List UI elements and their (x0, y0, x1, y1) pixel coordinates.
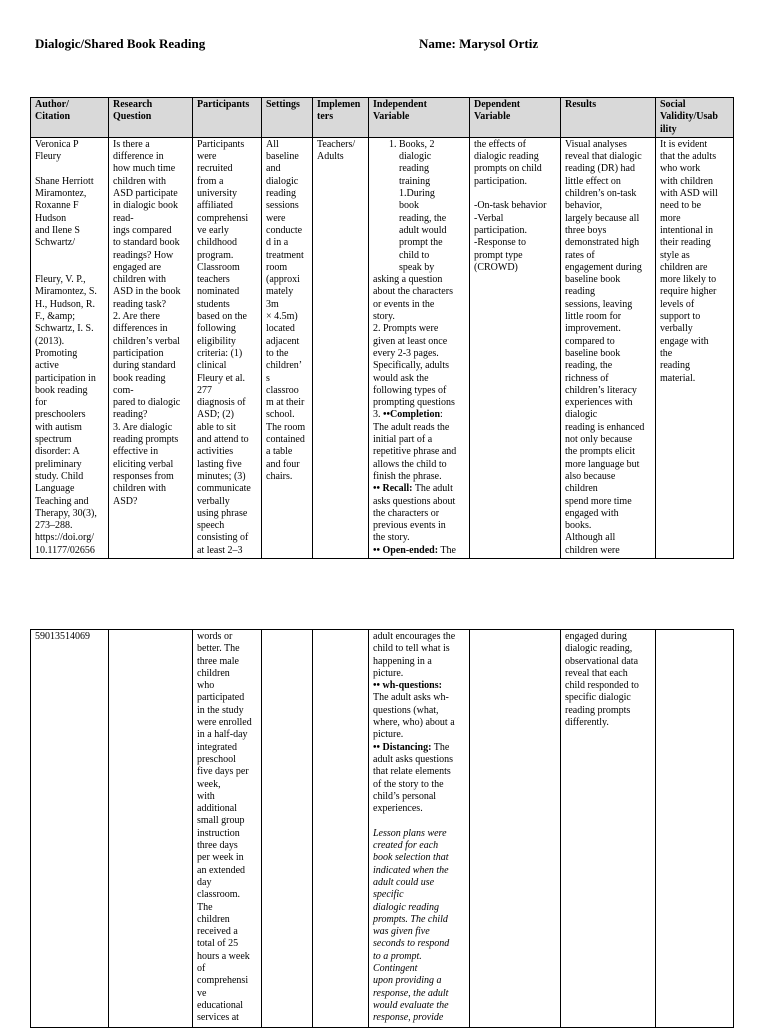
iv-wh-questions-label: •• wh-questions: (373, 680, 442, 692)
iv-lesson-plans-text: Lesson plans were created for each book selection that indicated when the adult could use specific dialogic reading prompts. The child was given five seconds to respond to a prompt. Contingent upon providing a response, the adult would evaluate the response, provide (373, 827, 450, 1024)
student-name: Name: Marysol Ortiz (419, 36, 539, 51)
cell-results: engaged during dialogic reading, observational data reveal that each child responded to specific dialogic reading prompts differently. (561, 630, 656, 1028)
table-row (31, 630, 734, 1028)
header-research-question: Research Question (109, 98, 193, 138)
iv-list-item: 1. Books, 2 dialogic reading training 1.During book reading, the adult would prompt the child to speak by (399, 139, 459, 274)
iv-open-ended-label: •• Open-ended: (373, 544, 439, 556)
header-settings: Settings (262, 98, 313, 138)
cell-independent-variable (369, 137, 470, 558)
iv-completion-label: ••Completion (383, 409, 441, 421)
header-author: Author/ Citation (31, 98, 109, 138)
iv-open-ended-text: The (438, 544, 456, 556)
header-independent-variable: Independent Variable (369, 98, 470, 138)
cell-research-question: Is there a difference in how much time children with ASD participate in dialogic book read- ings compared to standard book readings? How engaged are children with ASD in the book reading task? 2. Are there differences in children’s verbal participation during standard book reading com- pared to dialogic reading? 3. Are dialogic reading prompts effective in eliciting verbal responses from children with ASD? (109, 137, 193, 558)
iv-text: asking a question about the characters or events in the story. 2. Prompts were given at least once every 2-3 pages. Specifically, adults would ask the following types of prompting questions 3. (373, 274, 455, 421)
cell-implementers (313, 630, 369, 1028)
cell-social-validity: It is evident that the adults who work with children with ASD will need to be more intentional in their reading style as children are more likely to require higher levels of support to verbally engage with the reading material. (656, 137, 734, 558)
cell-participants: Participants were recruited from a university affiliated comprehensi ve early childhood program. Classroom teachers nominated students based on the following eligibility criteria: (1) clinical Fleury et al. 277 diagnosis of ASD; (2) able to sit and attend to activities lasting five minutes; (3) communicate verbally using phrase speech consisting of at least 2–3 (193, 137, 262, 558)
iv-distancing-label: •• Distancing: (373, 741, 432, 753)
iv-numbered-list (373, 139, 465, 274)
header-participants: Participants (193, 98, 262, 138)
table-header-row (31, 98, 734, 138)
cell-dependent-variable (470, 630, 561, 1028)
header-dependent-variable: Dependent Variable (470, 98, 561, 138)
cell-settings: All baseline and dialogic reading sessions were conducte d in a treatment room (approxi mately 3m × 4.5m) located adjacent to the children’ s classroo m at their school. The room contained a table and four chairs. (262, 137, 313, 558)
literature-table-page1 (30, 97, 734, 559)
cell-research-question (109, 630, 193, 1028)
header-social-validity: Social Validity/Usab ility (656, 98, 734, 138)
cell-settings (262, 630, 313, 1028)
cell-author-citation: Veronica P Fleury Shane Herriott Miramontez, Roxanne F Hudson and Ilene S Schwartz/ Fleury, V. P., Miramontez, S. H., Hudson, R. F., &amp; Schwartz, I. S. (2013). Promoting active participation in book reading for preschoolers with autism spectrum disorder: A preliminary study. Child Language Teaching and Therapy, 30(3), 273–288. https://doi.org/ 10.1177/02656 (31, 137, 109, 558)
cell-results: Visual analyses reveal that dialogic reading (DR) had little effect on children’s on-task behavior, largely because all three boys demonstrated high rates of engagement during baseline book reading sessions, leaving little room for improvement. compared to baseline book reading, the richness of children’s literacy experiences with dialogic reading is enhanced not only because the prompts elicit more language but also because children spend more time engaged with books. Although all children were (561, 137, 656, 558)
cell-author-citation: 59013514069 (31, 630, 109, 1028)
header-implementers: Implemen ters (313, 98, 369, 138)
document-title: Dialogic/Shared Book Reading (35, 36, 206, 51)
iv-completion-text: : The adult reads the initial part of a repetitive phrase and allows the child to finish the phrase. (373, 409, 457, 482)
iv-recall-label: •• Recall: (373, 483, 413, 495)
iv-description (373, 274, 465, 557)
iv-distancing-text: The adult asks questions that relate elements of the story to the child’s personal experiences. (373, 741, 453, 815)
iv-text: adult encourages the child to tell what is happening in a picture. (373, 631, 456, 679)
cell-independent-variable (369, 630, 470, 1028)
cell-implementers: Teachers/ Adults (313, 137, 369, 558)
cell-dependent-variable: the effects of dialogic reading prompts on child participation. -On-task behavior -Verbal participation. -Response to prompt type (CROWD) (470, 137, 561, 558)
header-results: Results (561, 98, 656, 138)
cell-social-validity (656, 630, 734, 1028)
literature-table-page2 (30, 629, 734, 1028)
table-row (31, 137, 734, 558)
iv-recall-text: The adult asks questions about the characters or previous events in the story. (373, 483, 456, 544)
iv-wh-questions-text: The adult asks wh- questions (what, where, who) about a picture. (373, 692, 455, 741)
cell-participants: words or better. The three male children who participated in the study were enrolled in a half-day integrated preschool five days per week, with additional small group instruction three days per week in an extended day classroom. The children received a total of 25 hours a week of comprehensi ve educational services at (193, 630, 262, 1028)
